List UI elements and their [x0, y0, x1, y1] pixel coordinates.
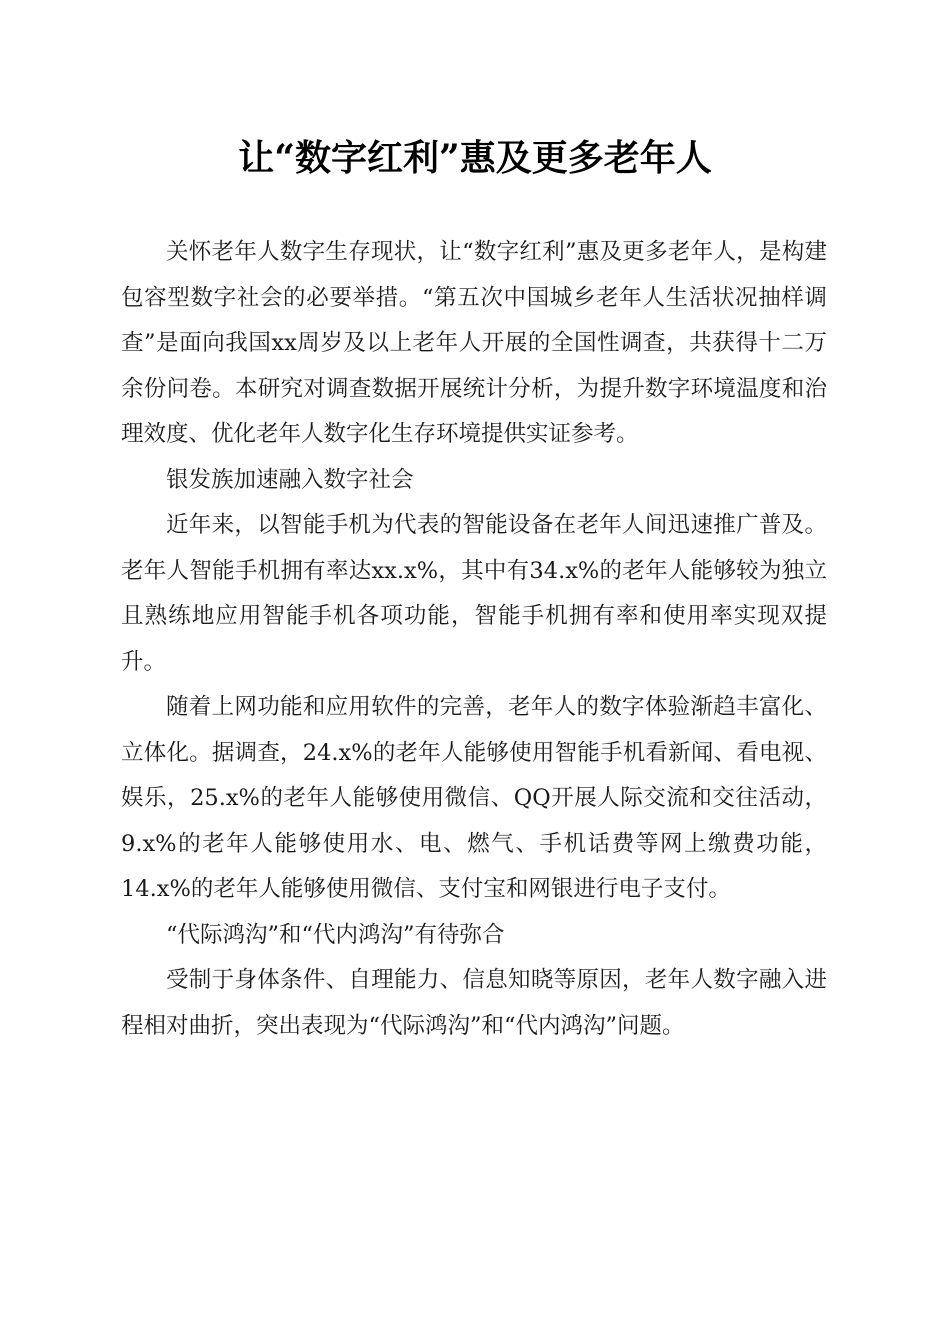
section-heading-digital-divide: “代际鸿沟”和“代内鸿沟”有待弥合	[166, 921, 505, 948]
paragraph-smartphone-adoption: 近年来，以智能手机为代表的智能设备在老年人间迅速推广普及。老年人智能手机拥有率达xx.x%，其中有34.x%的老年人能够较为独立且熟练地应用智能手机各项功能，智能手机拥有率和使用率实现双提升。	[121, 512, 827, 675]
document-body	[121, 230, 827, 1049]
paragraph-constraints: 受制于身体条件、自理能力、信息知晓等原因，老年人数字融入进程相对曲折，突出表现为“代际鸿沟”和“代内鸿沟”问题。	[121, 967, 827, 1039]
document-title: 让“数字红利”惠及更多老年人	[238, 137, 712, 179]
paragraph-digital-experience: 随着上网功能和应用软件的完善，老年人的数字体验渐趋丰富化、立体化。据调查，24.x%的老年人能够使用智能手机看新闻、看电视、娱乐，25.x%的老年人能够使用微信、QQ开展人际交流和交往活动，9.x%的老年人能够使用水、电、燃气、手机话费等网上缴费功能，14.x%的老年人能够使用微信、支付宝和网银进行电子支付。	[121, 694, 827, 902]
paragraph-intro: 关怀老年人数字生存现状，让“数字红利”惠及更多老年人，是构建包容型数字社会的必要举措。“第五次中国城乡老年人生活状况抽样调查”是面向我国xx周岁及以上老年人开展的全国性调查，共获得十二万余份问卷。本研究对调查数据开展统计分析，为提升数字环境温度和治理效度、优化老年人数字化生存环境提供实证参考。	[121, 239, 827, 447]
section-heading-silver-generation: 银发族加速融入数字社会	[166, 466, 414, 493]
